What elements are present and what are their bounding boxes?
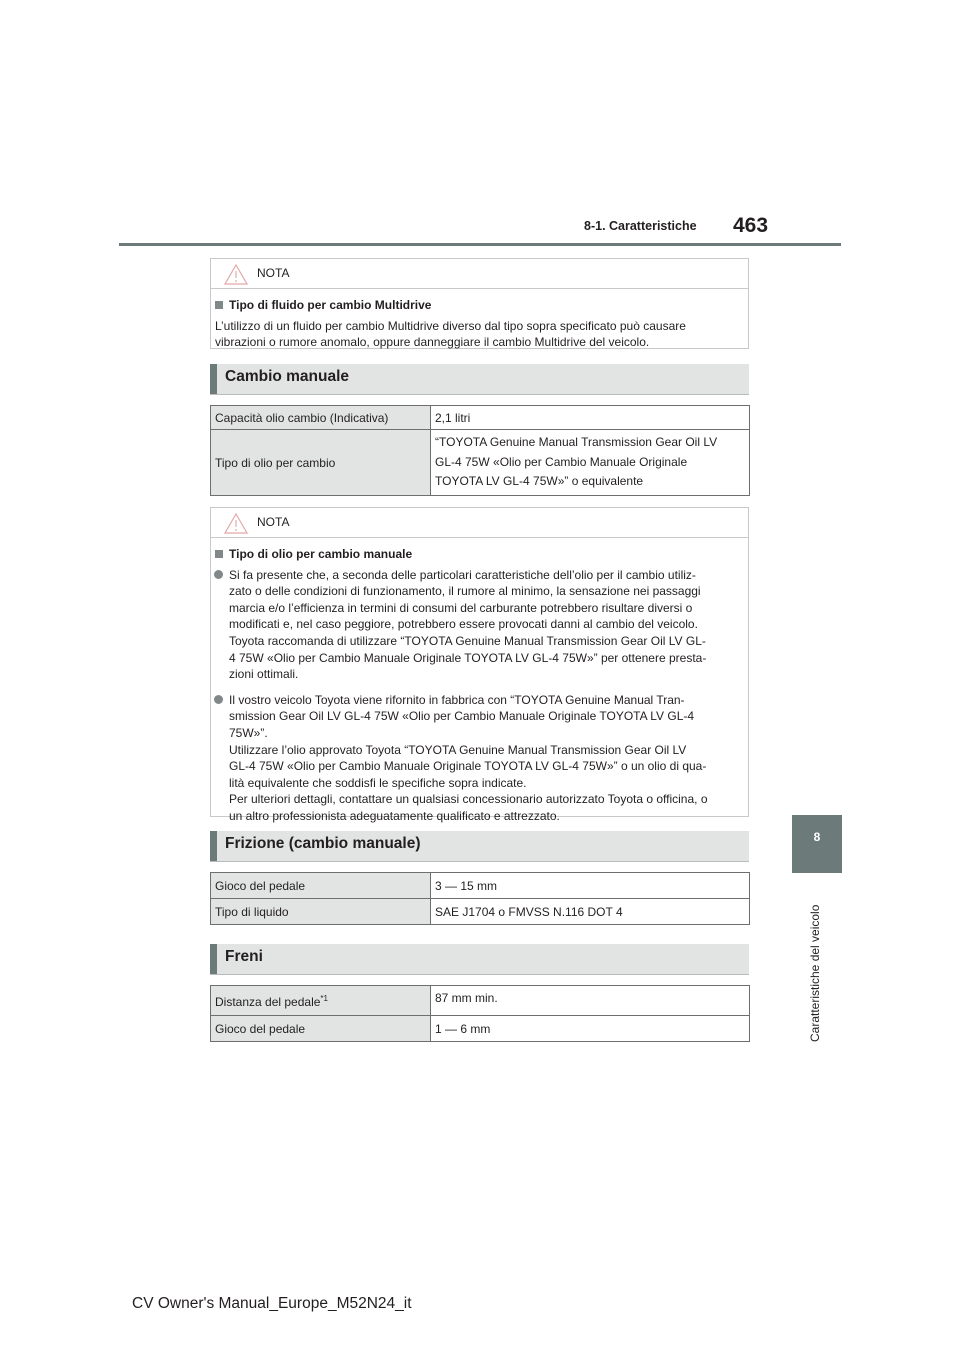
note-label: NOTA	[257, 515, 290, 529]
section-bar	[210, 831, 217, 861]
bullet-line: 4 75W «Olio per Cambio Manuale Originale TOYOTA LV GL-4 75W»” per ottenere presta-	[229, 650, 707, 665]
section-title-text: Frizione (cambio manuale)	[225, 835, 421, 852]
note-bullet	[211, 567, 748, 683]
manual-transmission-table	[210, 405, 750, 496]
bullet-line: 75W»”.	[229, 725, 268, 740]
bullet-line: Il vostro veicolo Toyota viene rifornito in fabbrica con “TOYOTA Genuine Manual Tran-	[229, 692, 685, 707]
clutch-table	[210, 872, 750, 925]
key-text: Distanza del pedale	[215, 995, 321, 1009]
table-key: Tipo di liquido	[211, 899, 431, 925]
footnote-marker: *1	[320, 994, 328, 1003]
table-value: 3 — 15 mm	[431, 873, 750, 899]
warning-triangle-icon	[224, 513, 248, 534]
chapter-title-text: Caratteristiche del veicolo	[808, 904, 822, 1042]
section-title-text: Cambio manuale	[225, 368, 350, 385]
footer-text: CV Owner's Manual_Europe_M52N24_it	[132, 1295, 412, 1312]
section-title-text: Freni	[225, 948, 263, 965]
note-line: L’utilizzo di un fluido per cambio Multidrive diverso dal tipo sopra specificato può causare	[215, 318, 686, 333]
note-heading	[211, 546, 748, 563]
table-row	[211, 1016, 750, 1042]
bullet-line: GL-4 75W «Olio per Cambio Manuale Originale TOYOTA LV GL-4 75W»” o un olio di qua-	[229, 759, 707, 774]
warning-triangle-icon	[224, 264, 248, 285]
chapter-title-svg	[804, 884, 824, 1044]
section-header-clutch	[210, 831, 749, 862]
note-box-manual-oil	[210, 507, 749, 823]
value-line: TOYOTA LV GL-4 75W»” o equivalente	[435, 474, 644, 489]
square-bullet-icon	[215, 301, 223, 309]
table-value: 2,1 litri	[431, 406, 750, 430]
note-heading-text: Tipo di fluido per cambio Multidrive	[229, 298, 432, 312]
table-row	[211, 430, 750, 496]
table-key: Capacità olio cambio (Indicativa)	[211, 406, 431, 430]
bullet-line: modificati e, nel caso peggiore, potrebbero essere provocati danni al cambio del veicolo.	[229, 617, 698, 632]
chapter-number: 8	[813, 830, 821, 844]
bullet-line: zato o delle condizioni di funzionamento, il rumore al minimo, la sensazione nei passaggi	[229, 584, 701, 599]
round-bullet-icon	[214, 570, 223, 579]
table-row	[211, 986, 750, 1016]
page-number: 463	[733, 214, 769, 237]
note-header	[211, 259, 748, 289]
square-bullet-icon	[215, 550, 223, 558]
table-value: 1 — 6 mm	[431, 1016, 750, 1042]
round-bullet-icon	[214, 695, 223, 704]
table-value	[431, 430, 750, 496]
table-row	[211, 406, 750, 430]
header-rule	[119, 243, 841, 246]
bullet-line: Toyota raccomanda di utilizzare “TOYOTA Genuine Manual Transmission Gear Oil LV GL-	[229, 633, 706, 648]
bullet-line: lità equivalente che soddisfi le specifiche sopra indicate.	[229, 775, 527, 790]
table-row	[211, 899, 750, 925]
brakes-table	[210, 985, 750, 1042]
chapter-title-vertical	[804, 884, 824, 1044]
bullet-line: un altro professionista adeguatamente qualificato e attrezzato.	[229, 808, 560, 823]
table-value: 87 mm min.	[431, 986, 750, 1016]
table-key	[211, 986, 431, 1016]
note-bullet	[211, 692, 748, 825]
bullet-line: Si fa presente che, a seconda delle particolari caratteristiche dell’olio per il cambio utiliz-	[229, 567, 696, 582]
note-header	[211, 508, 748, 538]
section-header-brakes	[210, 944, 749, 975]
bullet-line: smission Gear Oil LV GL-4 75W «Olio per Cambio Manuale Originale TOYOTA LV GL-4	[229, 709, 695, 724]
table-key: Tipo di olio per cambio	[211, 430, 431, 496]
section-bar	[210, 944, 217, 974]
bullet-line: Per ulteriori dettagli, contattare un qualsiasi concessionario autorizzato Toyota o officina, o	[229, 792, 708, 807]
note-paragraph	[211, 318, 748, 351]
bullet-line: Utilizzare l’olio approvato Toyota “TOYOTA Genuine Manual Transmission Gear Oil LV	[229, 742, 687, 757]
bullet-line: zioni ottimali.	[229, 667, 299, 682]
note-heading-text: Tipo di olio per cambio manuale	[229, 547, 413, 561]
value-line: “TOYOTA Genuine Manual Transmission Gear Oil LV	[435, 435, 718, 450]
chapter-tab	[792, 815, 842, 873]
section-title: 8-1. Caratteristiche	[584, 219, 697, 233]
bullet-line: marcia e/o l’efficienza in termini di consumi del carburante potrebbero risultare diversi o	[229, 600, 693, 615]
note-label: NOTA	[257, 266, 290, 280]
note-line: vibrazioni o rumore anomalo, oppure danneggiare il cambio Multidrive del veicolo.	[215, 335, 650, 350]
note-heading	[211, 297, 748, 314]
section-bar	[210, 364, 217, 394]
table-value: SAE J1704 o FMVSS N.116 DOT 4	[431, 899, 750, 925]
section-header-manual-transmission	[210, 364, 749, 395]
table-key: Gioco del pedale	[211, 1016, 431, 1042]
table-key: Gioco del pedale	[211, 873, 431, 899]
value-line: GL-4 75W «Olio per Cambio Manuale Originale	[435, 454, 688, 469]
note-box-multidrive	[210, 258, 749, 349]
table-row	[211, 873, 750, 899]
